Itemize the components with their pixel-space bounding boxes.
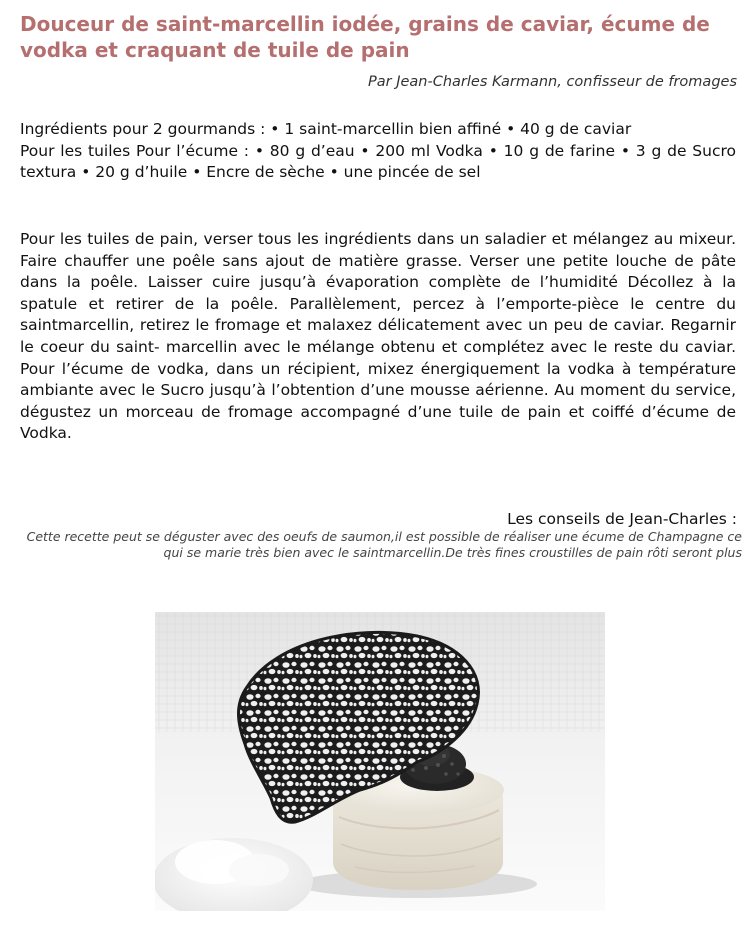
dish-photo [155, 612, 605, 911]
recipe-title: Douceur de saint-marcellin iodée, grains de caviar, écume de vodka et craquant de tuile de pain [20, 12, 710, 62]
tips-heading: Les conseils de Jean-Charles : [507, 510, 737, 528]
author-byline: Par Jean-Charles Karmann, confisseur de fromages [368, 74, 737, 90]
ingredients-section [20, 119, 736, 184]
dish-illustration [155, 612, 605, 911]
method-paragraph: Pour les tuiles de pain, verser tous les ingrédients dans un saladier et mélangez au mixeur. Faire chauffer une poêle sans ajout de matière grasse. Verser une petite louche de pâte dans la poêle. Laisser cuire jusqu’à évaporation complète de l’humidité Décollez à la spatule et retirer de la poêle. Parallèlement, percez à l’emporte-pièce le centre du saintmarcellin, retirez le fromage et malaxez délicatement avec un peu de caviar. Regarnir le coeur du saint- marcellin avec le mélange obtenu et complétez avec le reste du caviar. Pour l’écume de vodka, dans un récipient, mixez énergiquement la vodka à température ambiante avec le Sucro jusqu’à l’obtention d’une mousse aérienne. Au moment du service, dégustez un morceau de fromage accompagné d’une tuile de pain et coiffé d’écume de Vodka. [20, 230, 736, 443]
ingredients-line: Ingrédients pour 2 gourmands : • 1 saint-marcellin bien affiné • 40 g de caviar [20, 120, 632, 138]
ingredients-line: Pour les tuiles Pour l’écume : • 80 g d’eau • 200 ml Vodka • 10 g de farine • 3 g de Sucro textura • 20 g d’huile • Encre de sèche • une pincée de sel [20, 141, 736, 181]
tips-text: Cette recette peut se déguster avec des oeufs de saumon,il est possible de réaliser une écume de Champagne ce qui se marie très bien avec le saintmarcellin.De très fines croustilles de pain rôti seront plus [26, 529, 742, 560]
